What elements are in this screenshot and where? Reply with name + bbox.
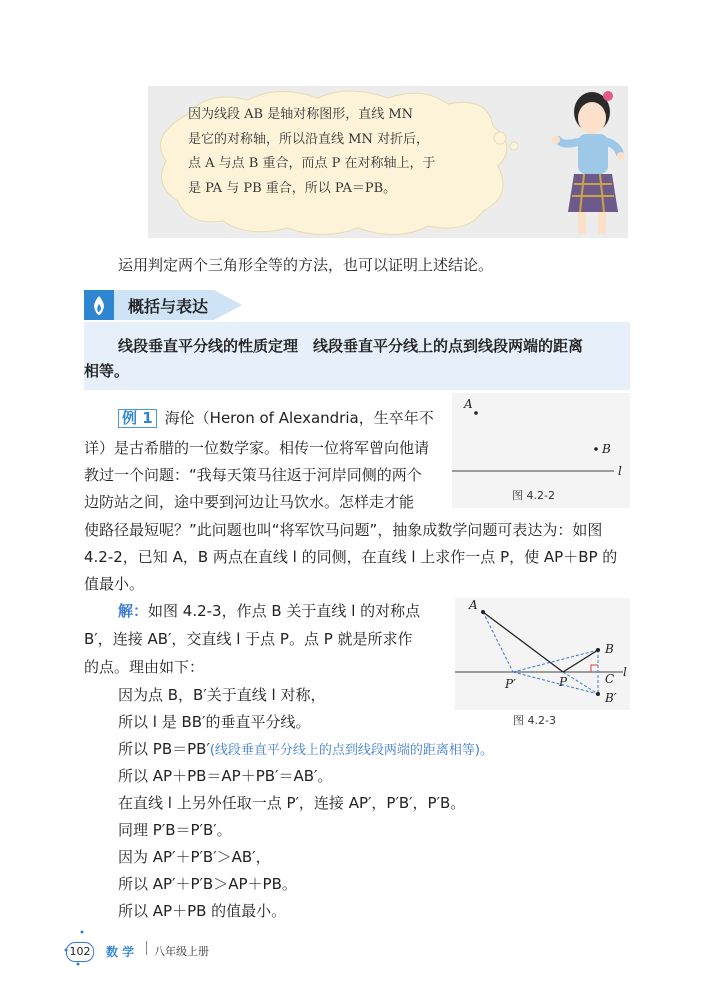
girl-illustration — [548, 84, 628, 238]
proof-step: 所以 AP＋PB＝AP＋PB′＝AB′。 — [118, 767, 333, 785]
solution-line: B′，连接 AB′，交直线 l 于点 P。点 P 就是所求作 — [84, 630, 413, 648]
example-line: 教过一个问题：“我每天策马往返于河岸同侧的两个 — [84, 466, 422, 484]
proof-step: 因为点 B，B′关于直线 l 对称， — [118, 686, 326, 704]
theorem-line-2: 相等。 — [84, 362, 130, 380]
point-a — [481, 610, 485, 614]
solution-line: 的点。理由如下： — [84, 658, 205, 676]
label-b: B — [605, 642, 614, 656]
thought-line: 因为线段 AB 是轴对称图形，直线 MN — [188, 107, 414, 122]
example-line: 详）是古希腊的一位数学家。相传一位将军曾向他请 — [84, 439, 430, 457]
label-l: l — [618, 464, 622, 478]
point-a — [474, 411, 478, 415]
thought-line: 是 PA 与 PB 重合，所以 PA＝PB。 — [188, 180, 397, 196]
proof-step: 因为 AP′＋P′B′＞AB′， — [118, 848, 271, 866]
example-line: 边防站之间，途中要到河边让马饮水。怎样走才能 — [84, 493, 415, 511]
thought-line: 点 A 与点 B 重合，而点 P 在对称轴上，于 — [188, 156, 436, 171]
page-number: 102 — [66, 942, 94, 962]
footer-divider — [146, 941, 147, 955]
figure-4-2-3-caption: 图 4.2-3 — [513, 714, 556, 727]
solution-line: 如图 4.2-3，作点 B 关于直线 l 的对称点 — [148, 602, 421, 620]
point-b-prime — [596, 692, 600, 696]
solution-label: 解： — [118, 602, 149, 620]
label-p: P — [559, 675, 568, 689]
figure-4-2-3 — [455, 598, 630, 710]
proof-note: (线段垂直平分线上的点到线段两端的距离相等)。 — [209, 743, 494, 758]
label-a: A — [464, 397, 473, 411]
point-b — [596, 648, 600, 652]
thought-line: 是它的对称轴，所以沿直线 MN 对折后， — [188, 131, 429, 147]
intro-line: 运用判定两个三角形全等的方法，也可以证明上述结论。 — [118, 256, 494, 274]
example-first-line — [118, 407, 434, 428]
theorem-text — [118, 332, 618, 360]
solution-first-line — [118, 600, 420, 621]
theorem-line-1: 线段垂直平分线的性质定理 线段垂直平分线上的点到线段两端的距离 — [118, 337, 584, 355]
proof-step: 同理 P′B＝P′B′。 — [118, 821, 232, 839]
proof-step: 在直线 l 上另外任取一点 P′，连接 AP′，P′B′，P′B。 — [118, 794, 466, 812]
proof-step: 所以 l 是 BB′的垂直平分线。 — [118, 713, 311, 731]
proof-step-with-note — [118, 738, 493, 759]
example-line: 4.2-2，已知 A，B 两点在直线 l 的同侧，在直线 l 上求作一点 P，使 AP＋BP 的 — [84, 548, 618, 566]
label-b-prime: B′ — [605, 691, 617, 705]
example-label: 例 1 — [118, 409, 157, 428]
example-line: 值最小。 — [84, 575, 145, 593]
footer-subject: 数 学 — [106, 945, 135, 959]
thought-text — [188, 103, 488, 201]
label-c: C — [605, 672, 615, 686]
figure-4-2-2-caption: 图 4.2-2 — [512, 489, 555, 502]
proof-step: 所以 PB＝PB′ — [118, 740, 210, 758]
proof-step: 所以 AP＋PB 的值最小。 — [118, 902, 287, 920]
section-title: 概括与表达 — [128, 297, 209, 316]
label-a: A — [469, 598, 478, 612]
footer-grade: 八年级上册 — [154, 945, 209, 958]
proof-step: 所以 AP′＋P′B＞AP＋PB。 — [118, 875, 297, 893]
example-line: 使路径最短呢？”此问题也叫“将军饮马问题”，抽象成数学问题可表达为：如图 — [84, 521, 603, 539]
label-b: B — [602, 442, 611, 456]
point-b — [594, 447, 598, 451]
label-p-prime: P′ — [505, 677, 516, 691]
label-l: l — [623, 665, 627, 679]
example-line: 海伦（Heron of Alexandria，生卒年不 — [164, 409, 434, 427]
